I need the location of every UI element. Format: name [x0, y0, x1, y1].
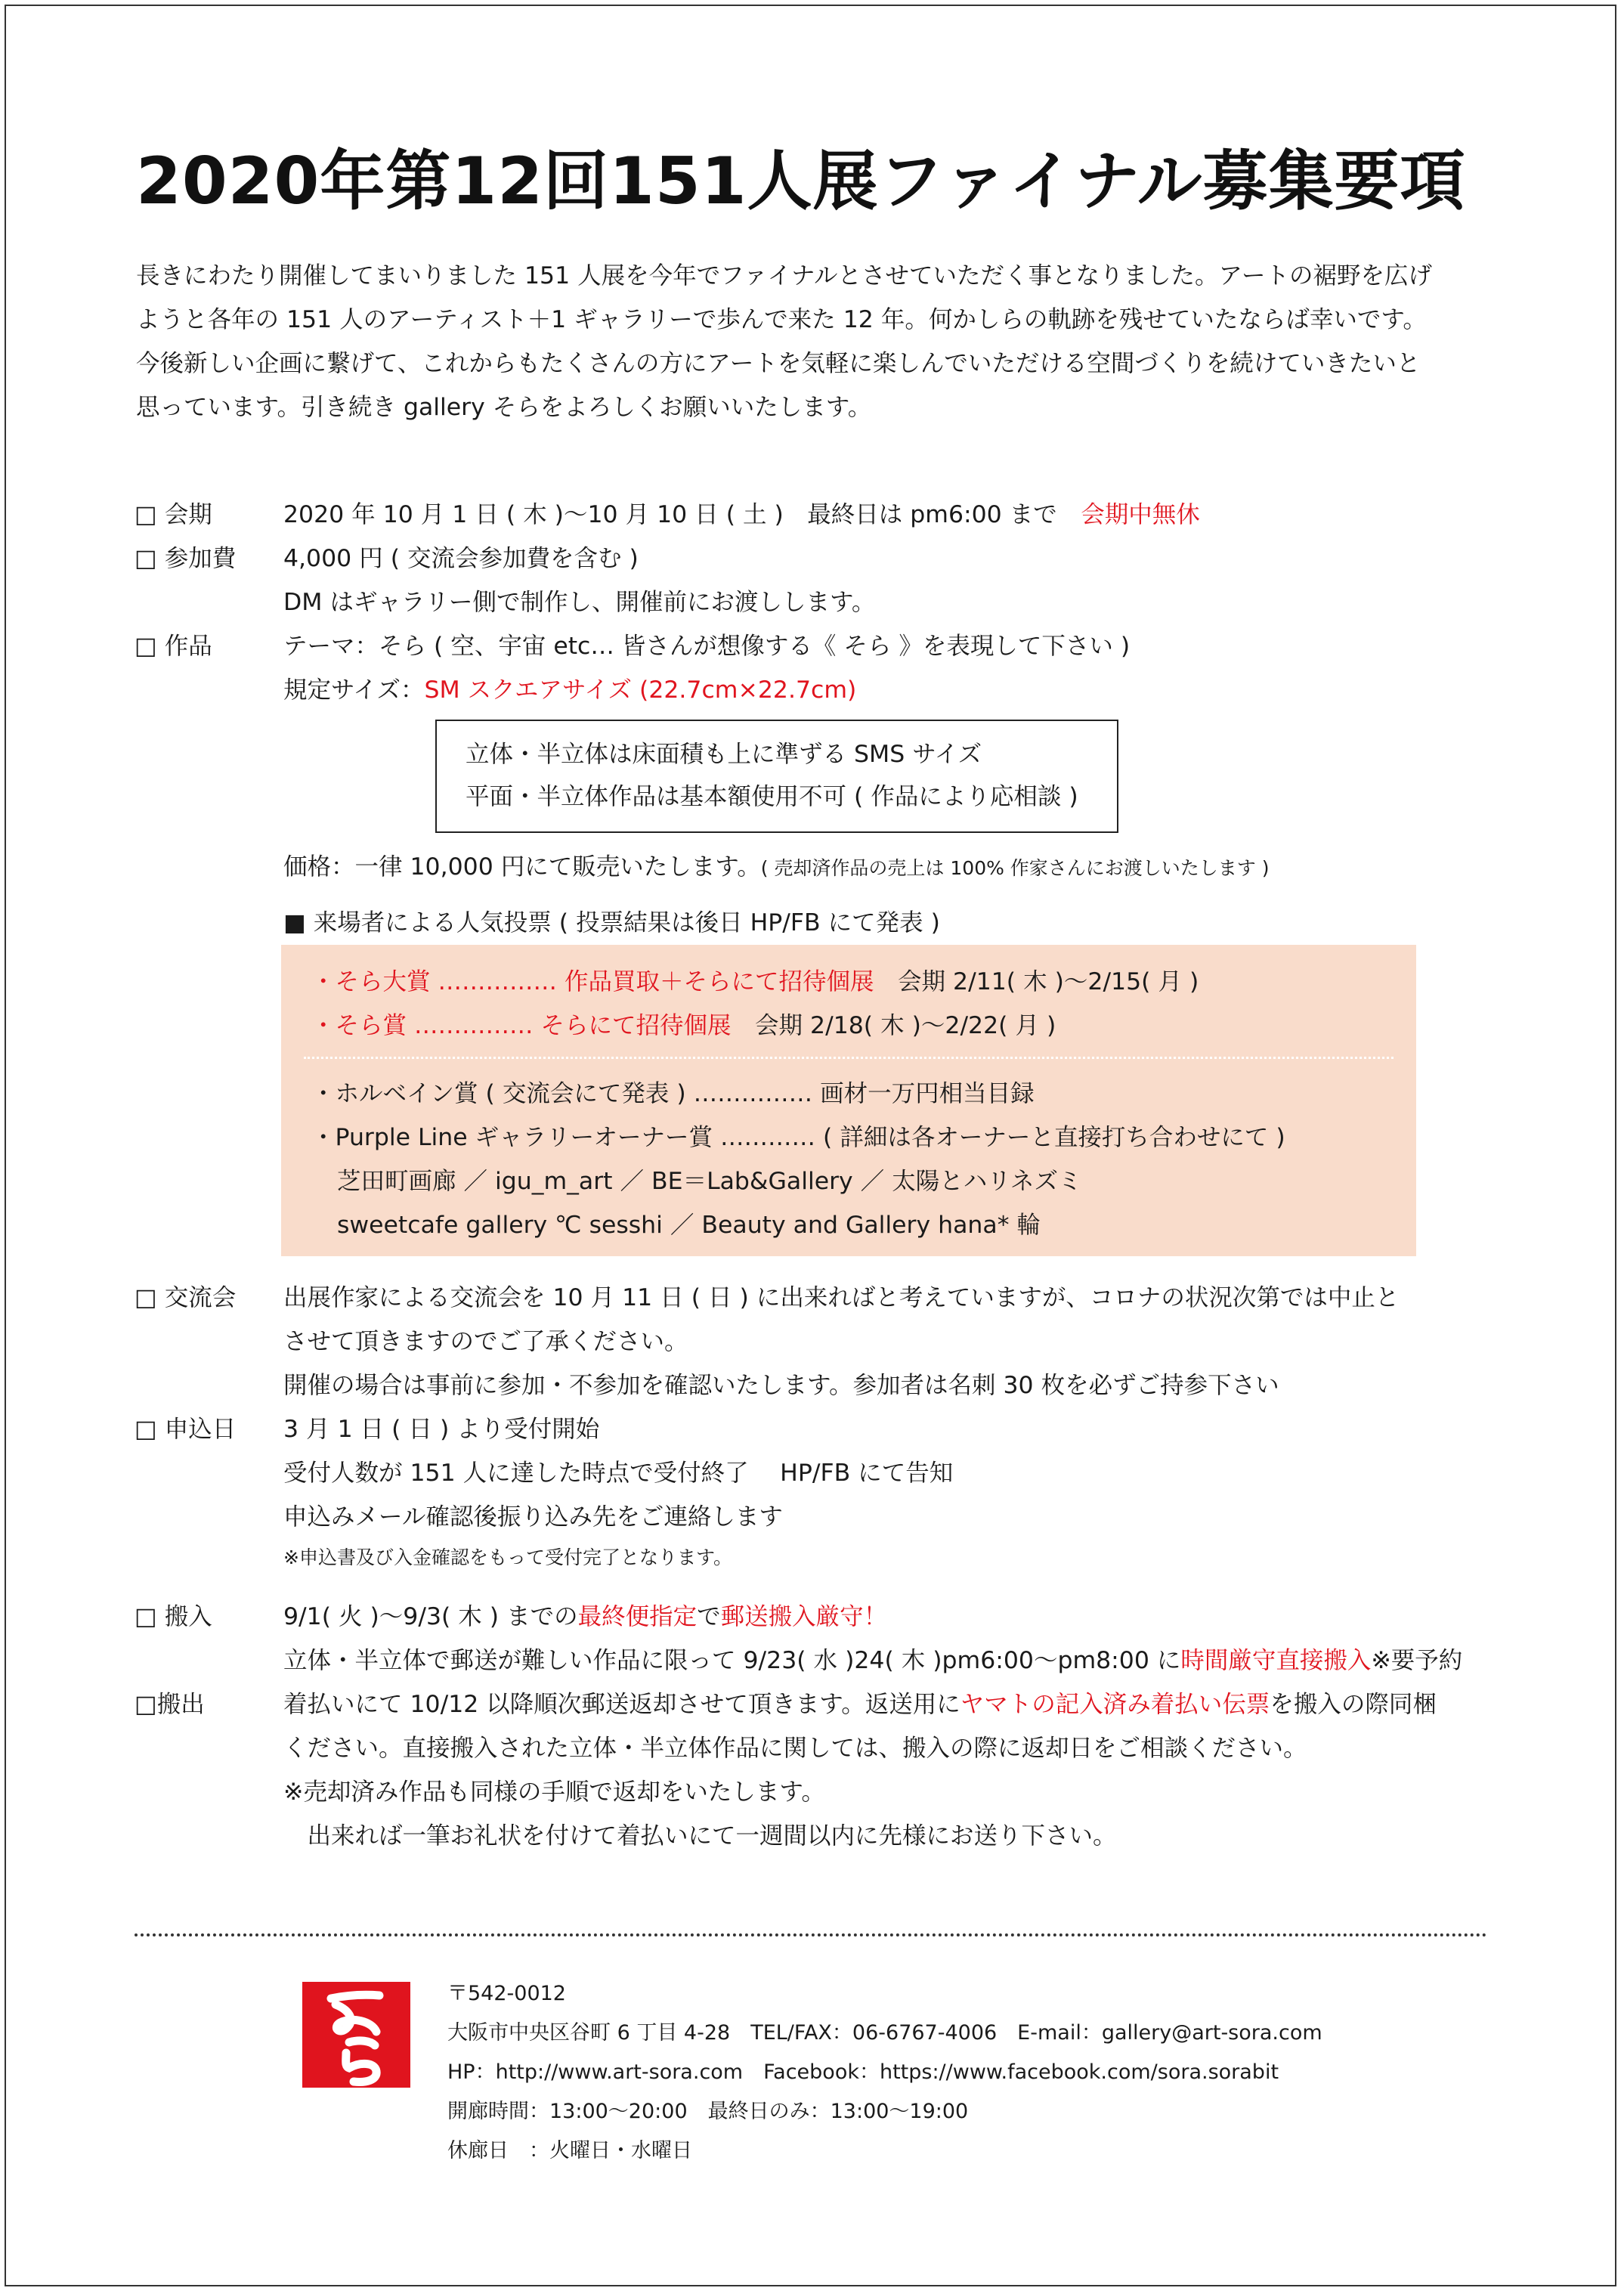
pickup-text: 着払いにて 10/12 以降順次郵送返却させて頂きます。返送用に	[283, 1691, 960, 1718]
period-dates: 2020 年 10 月 1 日 ( 木 )〜10 月 10 日 ( 土 ) 最終日は pm6:00 まで	[283, 501, 1081, 528]
intro-paragraph	[136, 254, 1519, 429]
web-line: HP：http://www.art-sora.com Facebook：https://www.facebook.com/sora.sorabit	[447, 2060, 1279, 2084]
intro-line: ようと各年の 151 人のアーティスト＋1 ギャラリーで歩んで来た 12 年。何かしらの軌跡を残せていたならば幸いです。	[136, 306, 1427, 333]
closed-days: 休廊日 ：火曜日・水曜日	[447, 2139, 692, 2162]
delivery-text: 立体・半立体で郵送が難しい作品に限って 9/23( 水 )24( 木 )pm6:00〜pm8:00 に	[283, 1647, 1181, 1674]
prize-name: ・そら大賞 …………… 作品買取＋そらにて招待個展	[311, 968, 874, 995]
period-text	[283, 493, 1200, 537]
prize-name: ・そら賞 …………… そらにて招待個展	[311, 1012, 732, 1039]
work-theme: テーマ：そら ( 空、宇宙 etc… 皆さんが想像する《 そら 》を表現して下さい )	[283, 633, 1131, 660]
work-size	[283, 668, 856, 712]
box-line: 平面・半立体作品は基本額使用不可 ( 作品により応相談 )	[466, 783, 1078, 810]
intro-line: 今後新しい企画に繋げて、これからもたくさんの方にアートを気軽に楽しんでいただける空間づくりを続けていきたいと	[136, 350, 1421, 377]
hours-line: 開廊時間：13:00〜20:00 最終日のみ：13:00〜19:00	[447, 2100, 969, 2123]
prize-sora-grand	[311, 960, 1199, 1004]
work-size-value: SM スクエアサイズ (22.7cm×22.7cm)	[424, 676, 857, 704]
footer-divider	[135, 1933, 1487, 1936]
prize-purple-line: ・Purple Line ギャラリーオーナー賞 ………… ( 詳細は各オーナーと直接打ち合わせにて )	[311, 1124, 1285, 1151]
intro-line: 思っています。引き続き gallery そらをよろしくお願いいたします。	[136, 394, 872, 421]
exchange-line: させて頂きますのでご了承ください。	[283, 1328, 688, 1355]
pickup-text: を搬入の際同梱	[1270, 1691, 1437, 1718]
gallery-list: 芝田町画廊 ／ igu_m_art ／ BE＝Lab&Gallery ／ 太陽とハリネズミ	[337, 1168, 1082, 1195]
pickup-line: ※売却済み作品も同様の手順で返却をいたします。	[283, 1779, 825, 1806]
size-rules-box	[435, 720, 1118, 833]
fee-line1: 4,000 円 ( 交流会参加費を含む )	[283, 545, 639, 572]
prize-divider	[304, 1057, 1394, 1059]
delivery-line	[283, 1639, 1462, 1683]
vote-heading: ■ 来場者による人気投票 ( 投票結果は後日 HP/FB にて発表 )	[283, 909, 940, 936]
box-line: 立体・半立体は床面積も上に準ずる SMS サイズ	[466, 741, 982, 768]
delivery-label: □ 搬入	[135, 1603, 212, 1630]
price-text: 価格：一律 10,000 円にて販売いたします。	[283, 853, 761, 881]
apply-line: 3 月 1 日 ( 日 ) より受付開始	[283, 1416, 600, 1443]
fee-line2: DM はギャラリー側で制作し、開催前にお渡しします。	[283, 589, 876, 616]
prize-sora	[311, 1004, 1056, 1048]
apply-line: 受付人数が 151 人に達した時点で受付終了 HP/FB にて告知	[283, 1460, 954, 1487]
pickup-line	[283, 1683, 1437, 1726]
prize-period: 会期 2/18( 木 )〜2/22( 月 )	[755, 1012, 1056, 1039]
delivery-line	[283, 1595, 887, 1639]
period-no-holiday: 会期中無休	[1081, 501, 1200, 528]
prize-panel	[281, 945, 1416, 1256]
price-note: ( 売却済作品の売上は 100% 作家さんにお渡しいたします )	[760, 857, 1270, 879]
work-label: □ 作品	[135, 633, 212, 660]
exchange-line: 開催の場合は事前に参加・不参加を確認いたします。参加者は名刺 30 枚を必ずご持参下さい	[283, 1372, 1279, 1399]
work-price	[283, 845, 1270, 890]
contact-info	[447, 1974, 1322, 2171]
address-line: 大阪市中央区谷町 6 丁目 4-28 TEL/FAX：06-6767-4006 E-mail：gallery@art-sora.com	[447, 2021, 1322, 2045]
page-title: 2020年第12回151人展ファイナル募集要項	[136, 144, 1466, 219]
pickup-line: ください。直接搬入された立体・半立体作品に関しては、搬入の際に返却日をご相談ください。	[283, 1735, 1307, 1762]
period-label: □ 会期	[135, 501, 212, 528]
pickup-line: 出来れば一筆お礼状を付けて着払いにて一週間以内に先様にお送り下さい。	[283, 1822, 1117, 1850]
apply-label: □ 申込日	[135, 1416, 237, 1443]
sora-logo-icon	[302, 1982, 410, 2088]
delivery-red: 郵送搬入厳守！	[720, 1603, 888, 1630]
delivery-red: 時間厳守直接搬入	[1180, 1647, 1372, 1674]
prize-holbein: ・ホルベイン賞 ( 交流会にて発表 ) …………… 画材一万円相当目録	[311, 1080, 1035, 1107]
delivery-text: 9/1( 火 )〜9/3( 木 ) までの	[283, 1603, 578, 1630]
apply-line: 申込みメール確認後振り込み先をご連絡します	[283, 1503, 783, 1531]
delivery-text: ※要予約	[1371, 1647, 1463, 1674]
exchange-label: □ 交流会	[135, 1284, 237, 1311]
gallery-list: sweetcafe gallery ℃ sesshi ／ Beauty and Gallery hana* 輪	[337, 1212, 1041, 1239]
intro-line: 長きにわたり開催してまいりました 151 人展を今年でファイナルとさせていただく事となりました。アートの裾野を広げ	[136, 262, 1433, 289]
prize-period: 会期 2/11( 木 )〜2/15( 月 )	[898, 968, 1199, 995]
delivery-red: 最終便指定	[577, 1603, 698, 1630]
delivery-text: で	[697, 1603, 721, 1630]
postal-code: 〒542-0012	[447, 1982, 566, 2005]
exchange-line: 出展作家による交流会を 10 月 11 日 ( 日 ) に出来ればと考えていますが、コロナの状況次第では中止と	[283, 1284, 1400, 1311]
fee-label: □ 参加費	[135, 545, 237, 572]
pickup-red: ヤマトの記入済み着払い伝票	[960, 1691, 1270, 1718]
sora-logo	[302, 1982, 410, 2088]
work-size-prefix: 規定サイズ：	[283, 676, 425, 704]
pickup-label: □搬出	[135, 1691, 205, 1718]
apply-note: ※申込書及び入金確認をもって受付完了となります。	[283, 1546, 732, 1568]
